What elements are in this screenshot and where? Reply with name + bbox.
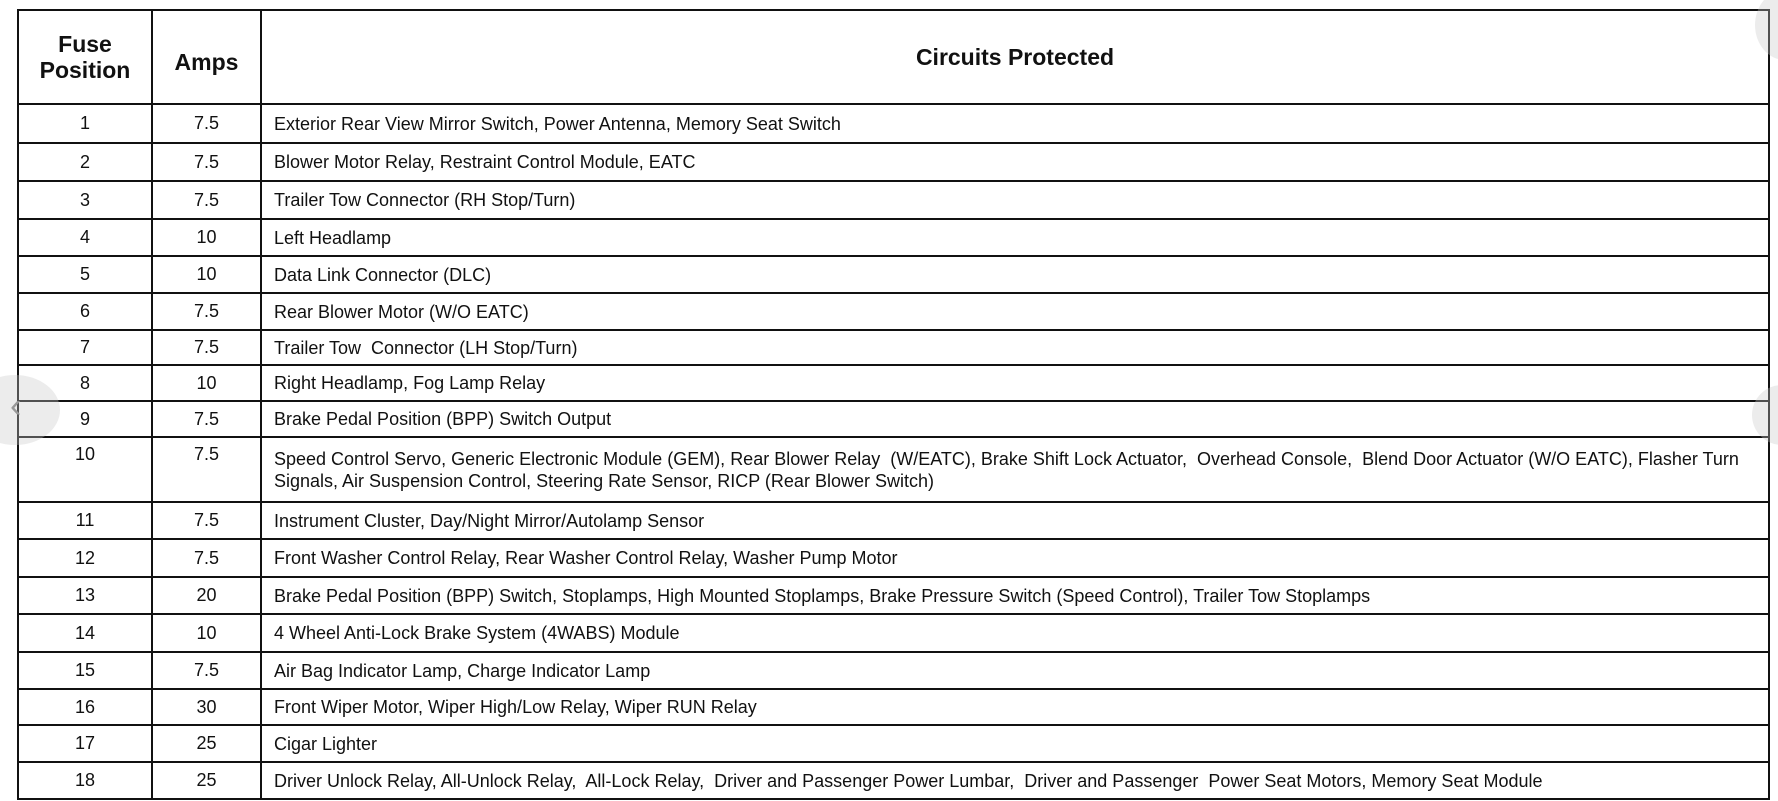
fuse-position-cell: 2 [18,143,152,181]
table-row [18,539,1769,577]
fuse-position-cell: 18 [18,762,152,799]
table-row [18,219,1769,256]
fuse-position-cell: 9 [18,401,152,437]
amps-cell: 7.5 [152,293,261,330]
amps-cell: 7.5 [152,502,261,539]
fuse-position-cell: 8 [18,365,152,401]
amps-cell: 7.5 [152,652,261,689]
amps-cell: 7.5 [152,330,261,365]
fuse-position-cell: 5 [18,256,152,293]
circuits-cell: Trailer Tow Connector (LH Stop/Turn) [261,330,1769,365]
amps-cell: 7.5 [152,401,261,437]
table-row [18,762,1769,799]
header-circuits-protected: Circuits Protected [261,10,1769,104]
circuits-cell: Driver Unlock Relay, All-Unlock Relay, All-Lock Relay, Driver and Passenger Power Lumbar, Driver and Passenger Power Seat Motors, Memory Seat Module [261,762,1769,799]
table-row [18,614,1769,652]
fuse-position-cell: 11 [18,502,152,539]
amps-cell: 25 [152,762,261,799]
fuse-position-cell: 12 [18,539,152,577]
table-row [18,293,1769,330]
table-row [18,689,1769,725]
amps-cell: 7.5 [152,181,261,219]
fuse-position-cell: 13 [18,577,152,614]
circuits-cell: Speed Control Servo, Generic Electronic Module (GEM), Rear Blower Relay (W/EATC), Brake Shift Lock Actuator, Overhead Console, Blend Door Actuator (W/O EATC), Flasher Turn Signals, Air Suspension Control, Steering Rate Sensor, RICP (Rear Blower Switch) [261,437,1769,502]
fuse-position-cell: 10 [18,437,152,502]
fuse-position-cell: 7 [18,330,152,365]
fuse-table [17,9,1770,800]
amps-cell: 10 [152,256,261,293]
circuits-cell: Data Link Connector (DLC) [261,256,1769,293]
fuse-position-cell: 6 [18,293,152,330]
fuse-position-cell: 4 [18,219,152,256]
table-row [18,181,1769,219]
table-row [18,330,1769,365]
table-row [18,502,1769,539]
circuits-cell: Rear Blower Motor (W/O EATC) [261,293,1769,330]
table-row [18,365,1769,401]
table-row [18,725,1769,762]
header-row [18,10,1769,104]
amps-cell: 7.5 [152,437,261,502]
fuse-position-cell: 1 [18,104,152,143]
table-row [18,437,1769,502]
circuits-cell: Brake Pedal Position (BPP) Switch Output [261,401,1769,437]
fuse-position-cell: 14 [18,614,152,652]
circuits-cell: Exterior Rear View Mirror Switch, Power Antenna, Memory Seat Switch [261,104,1769,143]
fuse-position-cell: 16 [18,689,152,725]
amps-cell: 10 [152,614,261,652]
table-row [18,577,1769,614]
amps-cell: 10 [152,219,261,256]
circuits-cell: Cigar Lighter [261,725,1769,762]
fuse-position-cell: 15 [18,652,152,689]
circuits-cell: Air Bag Indicator Lamp, Charge Indicator Lamp [261,652,1769,689]
circuits-cell: Right Headlamp, Fog Lamp Relay [261,365,1769,401]
fuse-position-cell: 17 [18,725,152,762]
amps-cell: 10 [152,365,261,401]
circuits-cell: Front Wiper Motor, Wiper High/Low Relay, Wiper RUN Relay [261,689,1769,725]
circuits-cell: Instrument Cluster, Day/Night Mirror/Autolamp Sensor [261,502,1769,539]
header-amps: Amps [152,10,261,104]
table-row [18,652,1769,689]
amps-cell: 25 [152,725,261,762]
circuits-cell: Left Headlamp [261,219,1769,256]
chevron-left-icon: ‹ [10,387,22,425]
amps-cell: 20 [152,577,261,614]
amps-cell: 7.5 [152,104,261,143]
table-row [18,143,1769,181]
amps-cell: 7.5 [152,143,261,181]
header-fuse-position: Fuse Position [18,10,152,104]
amps-cell: 7.5 [152,539,261,577]
circuits-cell: Blower Motor Relay, Restraint Control Module, EATC [261,143,1769,181]
table-row [18,401,1769,437]
circuits-cell: Trailer Tow Connector (RH Stop/Turn) [261,181,1769,219]
table-row [18,256,1769,293]
circuits-cell: 4 Wheel Anti-Lock Brake System (4WABS) Module [261,614,1769,652]
amps-cell: 30 [152,689,261,725]
circuits-cell: Front Washer Control Relay, Rear Washer Control Relay, Washer Pump Motor [261,539,1769,577]
table-row [18,104,1769,143]
fuse-position-cell: 3 [18,181,152,219]
circuits-cell: Brake Pedal Position (BPP) Switch, Stoplamps, High Mounted Stoplamps, Brake Pressure Switch (Speed Control), Trailer Tow Stoplamps [261,577,1769,614]
